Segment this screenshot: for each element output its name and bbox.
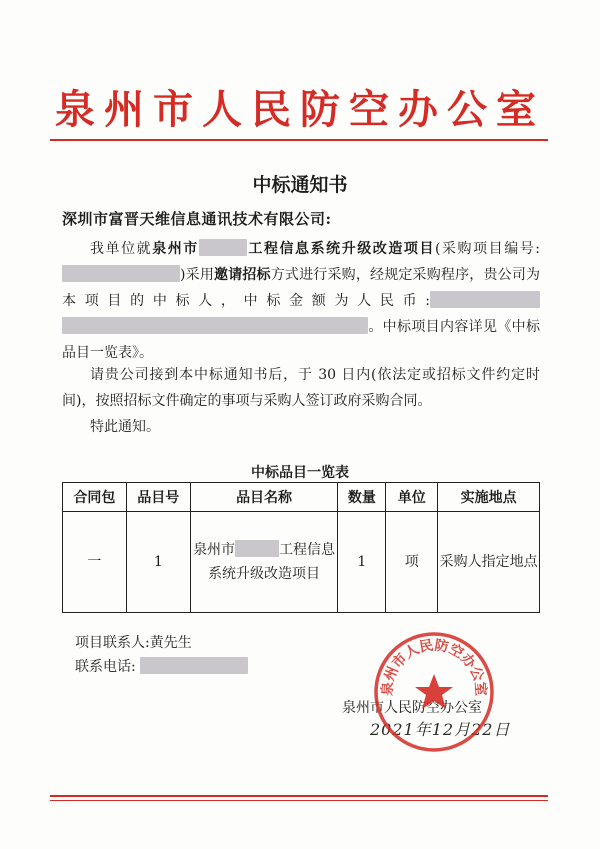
- redacted-project-segment: [199, 239, 247, 256]
- p1-text-3: )采用: [180, 267, 215, 283]
- winning-items-table: [62, 482, 540, 613]
- org-letterhead-title: 泉州市人民防空办公室: [55, 86, 545, 133]
- contact-phone-label: 联系电话:: [75, 659, 136, 675]
- project-name-part-b: 工程信息系统升级改造项目: [246, 241, 435, 257]
- header-item-name: 品目名称: [190, 483, 338, 512]
- procurement-method: 邀请招标: [214, 267, 271, 283]
- signature-date: 2021年12月22日: [370, 720, 511, 739]
- redacted-amount-part-2: [62, 317, 368, 334]
- footer-divider-thick: [50, 795, 548, 797]
- table-row: [63, 512, 540, 613]
- header-quantity: 数量: [338, 483, 386, 512]
- table-header-row: [63, 483, 540, 512]
- official-seal: [372, 630, 496, 754]
- cell-item-name: [190, 512, 338, 613]
- addressee: 深圳市富晋天维信息通讯技术有限公司:: [62, 210, 332, 228]
- letterhead-divider: [50, 139, 548, 141]
- notice-paragraph-1: [62, 236, 540, 366]
- cell-quantity: 1: [338, 512, 386, 613]
- header-item-no: 品目号: [126, 483, 190, 512]
- notice-paragraph-3: 特此通知。: [90, 419, 160, 435]
- seal-text: 泉州市人民防空办公室: [379, 637, 489, 697]
- p1-text-5: 。中标项目内容详见《中标品目一览表》。: [62, 319, 540, 361]
- header-location: 实施地点: [438, 483, 540, 512]
- redacted-amount-part-1: [430, 291, 540, 308]
- contact-person-value: 黄先生: [149, 635, 192, 651]
- notice-paragraph-2: 请贵公司接到本中标通知书后，于 30 日内(依法定或招标文件约定时间)，按照招标文件确定的事项与采购人签订政府采购合同。: [62, 367, 540, 409]
- item-name-part-b: 工程信息系统升级改造项目: [208, 542, 336, 582]
- p1-text-4: 方式进行采购，经规定采购程序，贵公司为本项目的中标人，中标金额为人民币:: [62, 267, 541, 309]
- p1-text-2: (采购项目编号:: [435, 241, 541, 257]
- table-title: 中标品目一览表: [251, 465, 349, 481]
- header-unit: 单位: [386, 483, 438, 512]
- header-package: 合同包: [63, 483, 127, 512]
- contact-phone: [75, 656, 248, 676]
- cell-unit: 项: [386, 512, 438, 613]
- cell-location: 采购人指定地点: [438, 512, 540, 613]
- contact-person-label: 项目联系人:: [75, 635, 150, 651]
- cell-item-no: 1: [126, 512, 190, 613]
- seal-star-icon: [415, 674, 453, 709]
- cell-package: 一: [63, 512, 127, 613]
- signer-name: 泉州市人民防空办公室: [342, 700, 482, 716]
- contact-person: [75, 632, 192, 652]
- redacted-phone: [140, 657, 248, 674]
- p1-text-1: 我单位就: [90, 241, 153, 257]
- footer-divider-thin: [50, 800, 548, 801]
- redacted-item-segment: [235, 540, 279, 557]
- item-name-part-a: 泉州市: [193, 542, 236, 558]
- project-name: [152, 241, 435, 257]
- project-name-part-a: 泉州市: [152, 241, 199, 257]
- document-title: 中标通知书: [252, 174, 348, 196]
- redacted-project-number: [62, 265, 180, 282]
